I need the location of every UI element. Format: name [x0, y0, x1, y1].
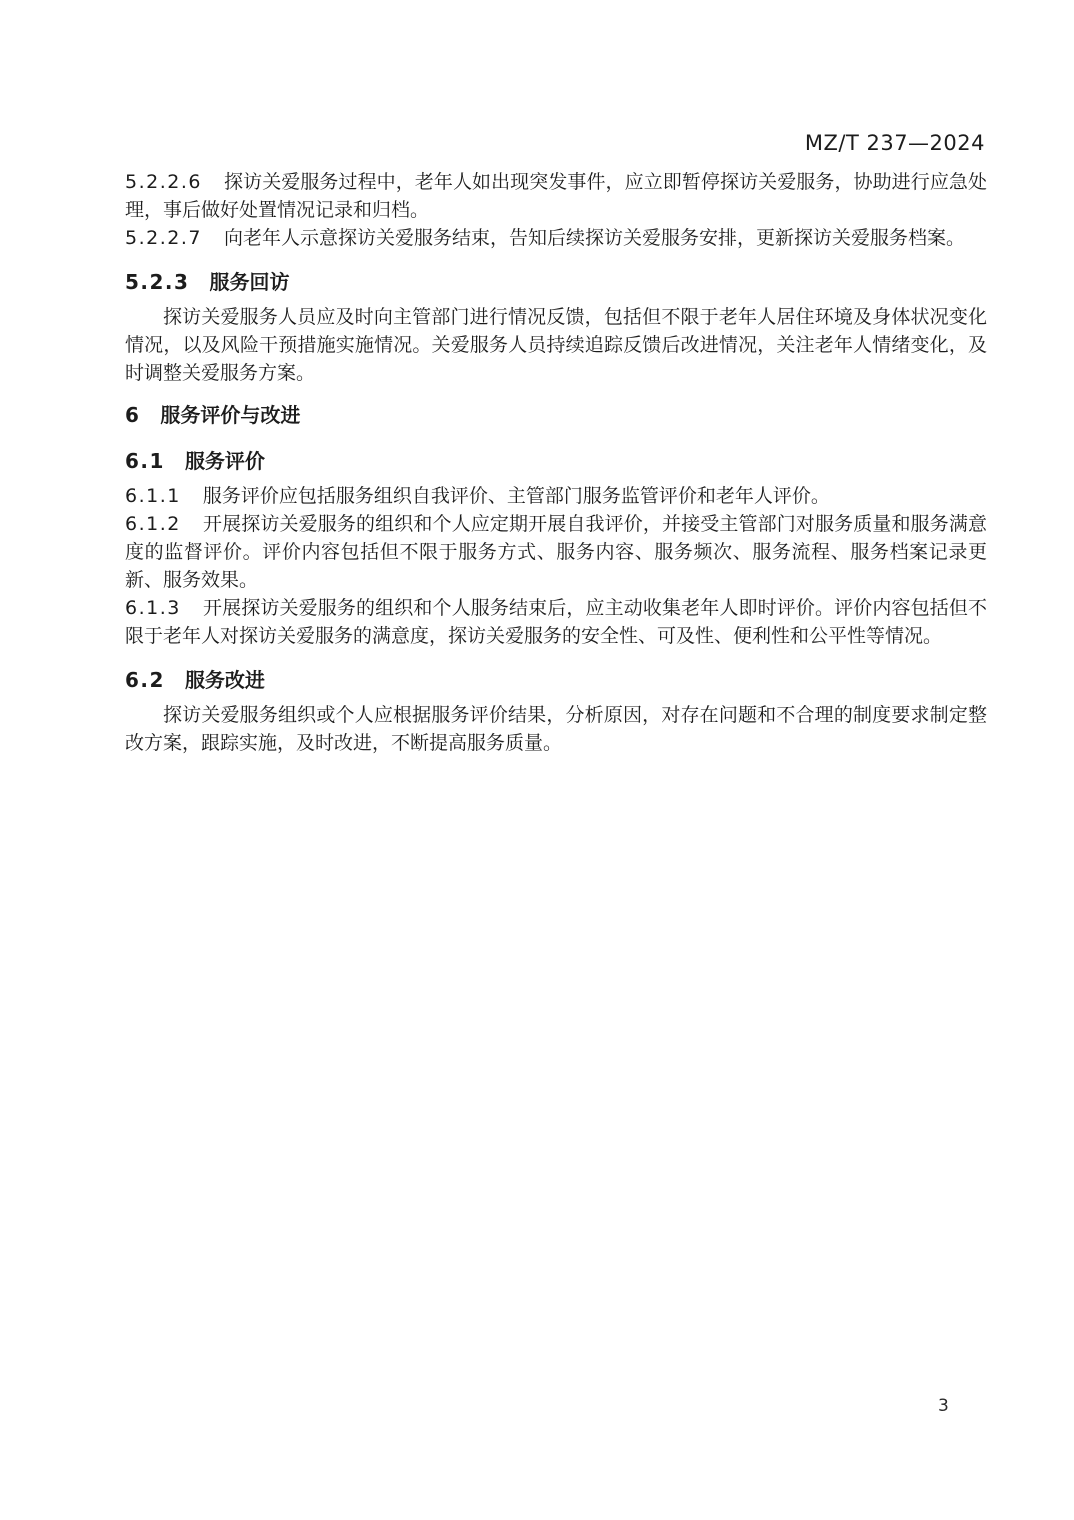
clause-number: 5.2.2.7	[125, 227, 202, 249]
clause-number: 6.1.2	[125, 513, 181, 535]
clause-number: 6.1.1	[125, 485, 181, 507]
heading-number: 6.2	[125, 668, 165, 692]
chapter-heading-6	[125, 401, 987, 429]
heading-text: 服务评价	[184, 449, 265, 473]
heading-number: 5.2.3	[125, 270, 190, 294]
heading-text: 服务改进	[184, 668, 265, 692]
clause-5.2.2.6: 5.2.2.6 探访关爱服务过程中，老年人如出现突发事件，应立即暂停探访关爱服务，协助进行应急处理，事后做好处置情况记录和归档。	[125, 171, 987, 221]
clause-6.1.1: 6.1.1 服务评价应包括服务组织自我评价、主管部门服务监管评价和老年人评价。	[125, 485, 830, 507]
clause-5.2.2.7: 5.2.2.7 向老年人示意探访关爱服务结束，告知后续探访关爱服务安排，更新探访关爱服务档案。	[125, 227, 965, 249]
clause-6.1.3: 6.1.3 开展探访关爱服务的组织和个人服务结束后，应主动收集老年人即时评价。评价内容包括但不限于老年人对探访关爱服务的满意度，探访关爱服务的安全性、可及性、便利性和公平性等情况。	[125, 597, 987, 647]
clause-number: 5.2.2.6	[125, 171, 202, 193]
heading-text: 服务评价与改进	[160, 403, 301, 427]
standard-number-header: MZ/T 237—2024	[804, 131, 985, 155]
clause-number: 6.1.3	[125, 597, 181, 619]
clause-6.1.2: 6.1.2 开展探访关爱服务的组织和个人应定期开展自我评价，并接受主管部门对服务质量和服务满意度的监督评价。评价内容包括但不限于服务方式、服务内容、服务频次、服务流程、服务档案记录更新、服务效果。	[125, 513, 987, 591]
section-heading-5.2.3	[125, 268, 987, 296]
section-heading-6.2	[125, 666, 987, 694]
body-paragraph: 探访关爱服务组织或个人应根据服务评价结果，分析原因，对存在问题和不合理的制度要求制定整改方案，跟踪实施，及时改进，不断提高服务质量。	[125, 704, 987, 754]
body-paragraph: 探访关爱服务人员应及时向主管部门进行情况反馈，包括但不限于老年人居住环境及身体状况变化情况，以及风险干预措施实施情况。关爱服务人员持续追踪反馈后改进情况，关注老年人情绪变化，及时调整关爱服务方案。	[125, 306, 987, 384]
page-number: 3	[938, 1396, 949, 1416]
heading-text: 服务回访	[209, 270, 290, 294]
heading-number: 6	[125, 403, 141, 427]
section-heading-6.1	[125, 447, 987, 475]
heading-number: 6.1	[125, 449, 165, 473]
document-body	[125, 168, 987, 757]
